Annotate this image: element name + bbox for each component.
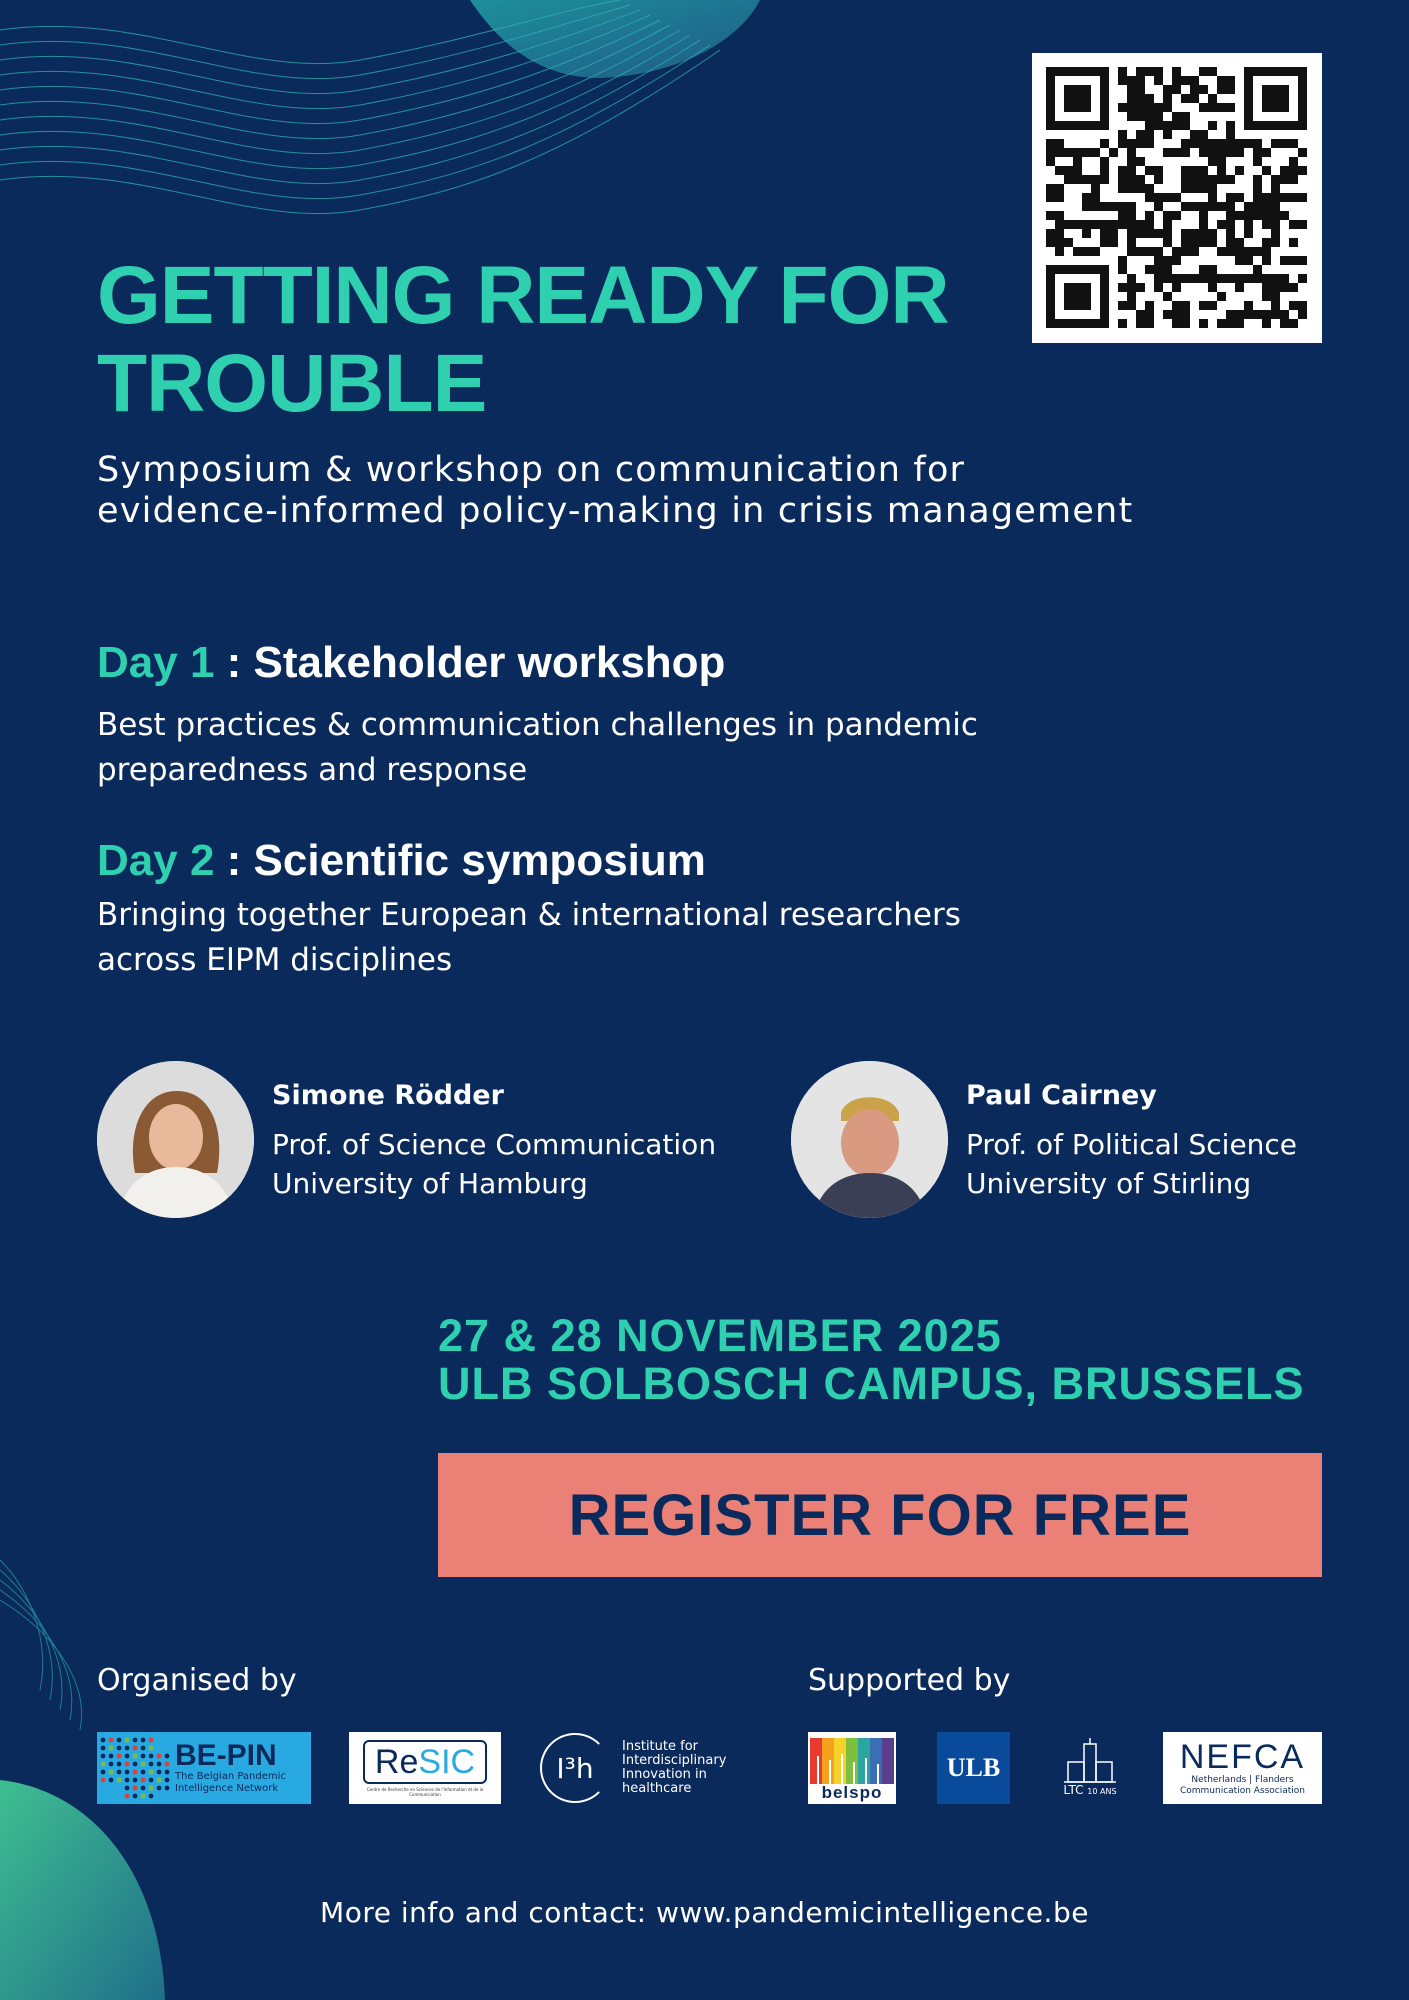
subtitle-line-2: evidence-informed policy-making in crisis management	[97, 491, 1134, 531]
i3h-logo[interactable]	[540, 1732, 740, 1804]
resic-caption: Centre de Recherche en Sciences de l'Information et de la Communication	[366, 1786, 484, 1797]
speaker-2-affiliation: University of Stirling	[966, 1167, 1252, 1200]
day-1-title: Stakeholder workshop	[253, 638, 726, 687]
qr-code[interactable]	[1032, 53, 1322, 343]
bepin-tagline-1: The Belgian Pandemic	[175, 1771, 286, 1782]
bepin-logo[interactable]	[97, 1732, 311, 1804]
day-2-label: Day 2	[97, 836, 215, 885]
day-2-separator: :	[214, 836, 254, 885]
nefca-name: NEFCA	[1179, 1738, 1306, 1776]
speaker-1-name: Simone Rödder	[272, 1080, 504, 1111]
nefca-line-1: Netherlands | Flanders	[1191, 1775, 1294, 1785]
footer-contact[interactable]: More info and contact: www.pandemicintelligence.be	[320, 1896, 1089, 1929]
nefca-line-2: Communication Association	[1179, 1786, 1306, 1796]
page-title: GETTING READY FOR TROUBLE	[97, 250, 949, 429]
speaker-1-avatar	[97, 1061, 254, 1218]
qr-code-icon	[1032, 53, 1322, 343]
day-2-description	[97, 893, 1097, 983]
bepin-tagline-2: Intelligence Network	[175, 1783, 279, 1794]
ltc-logo[interactable]	[1053, 1732, 1127, 1804]
day-1-line-1: Best practices & communication challenges in pandemic	[97, 707, 978, 743]
color-bars-icon	[810, 1738, 894, 1784]
resic-logo[interactable]	[349, 1732, 501, 1804]
day-1-separator: :	[214, 638, 254, 687]
subtitle	[97, 450, 1337, 532]
subtitle-line-1: Symposium & workshop on communication for	[97, 450, 966, 490]
wave-decoration-top	[0, 0, 760, 230]
belspo-name: belspo	[821, 1783, 883, 1802]
i3h-mark: I³h	[540, 1733, 610, 1803]
day-2-line-2: across EIPM disciplines	[97, 942, 453, 978]
i3h-line-1: Institute for	[622, 1739, 698, 1754]
speaker-2-role: Prof. of Political Science	[966, 1128, 1298, 1161]
building-tower-icon	[1060, 1738, 1120, 1784]
i3h-line-2: Interdisciplinary	[622, 1753, 727, 1768]
ltc-mark: LTC	[1063, 1783, 1084, 1797]
speaker-2-avatar	[791, 1061, 948, 1218]
bepin-name: BE-PIN	[175, 1739, 277, 1772]
person-male-icon	[791, 1061, 948, 1218]
speaker-2-name: Paul Cairney	[966, 1080, 1157, 1111]
dotted-map-icon	[97, 1735, 175, 1801]
organised-by-heading: Organised by	[97, 1663, 297, 1698]
resic-name-b: SIC	[418, 1742, 476, 1781]
speaker-1-role: Prof. of Science Communication	[272, 1128, 717, 1161]
day-2-line-1: Bringing together European & international researchers	[97, 897, 961, 933]
register-button[interactable]: REGISTER FOR FREE	[438, 1453, 1322, 1577]
event-date: 27 & 28 NOVEMBER 2025	[438, 1310, 1002, 1361]
i3h-line-3: Innovation in	[622, 1767, 707, 1782]
day-1-line-2: preparedness and response	[97, 752, 528, 788]
belspo-logo[interactable]	[808, 1732, 896, 1804]
event-venue: ULB SOLBOSCH CAMPUS, BRUSSELS	[438, 1358, 1305, 1409]
day-1-heading	[97, 638, 725, 688]
speaker-1-affiliation: University of Hamburg	[272, 1167, 588, 1200]
resic-wordmark	[363, 1740, 487, 1784]
day-1-label: Day 1	[97, 638, 215, 687]
i3h-line-4: healthcare	[622, 1781, 692, 1796]
speaker-2-details	[966, 1125, 1297, 1203]
day-1-description	[97, 703, 1097, 793]
event-info	[438, 1312, 1305, 1408]
speaker-1-details	[272, 1125, 716, 1203]
ulb-name: ULB	[946, 1753, 1001, 1782]
resic-name-a: Re	[374, 1742, 419, 1781]
ulb-logo[interactable]	[937, 1732, 1010, 1804]
nefca-logo[interactable]	[1163, 1732, 1322, 1804]
person-female-icon	[97, 1061, 254, 1218]
day-2-title: Scientific symposium	[253, 836, 706, 885]
day-2-heading	[97, 836, 706, 886]
supported-by-heading: Supported by	[808, 1663, 1011, 1698]
ltc-sub: 10 ANS	[1087, 1787, 1117, 1796]
